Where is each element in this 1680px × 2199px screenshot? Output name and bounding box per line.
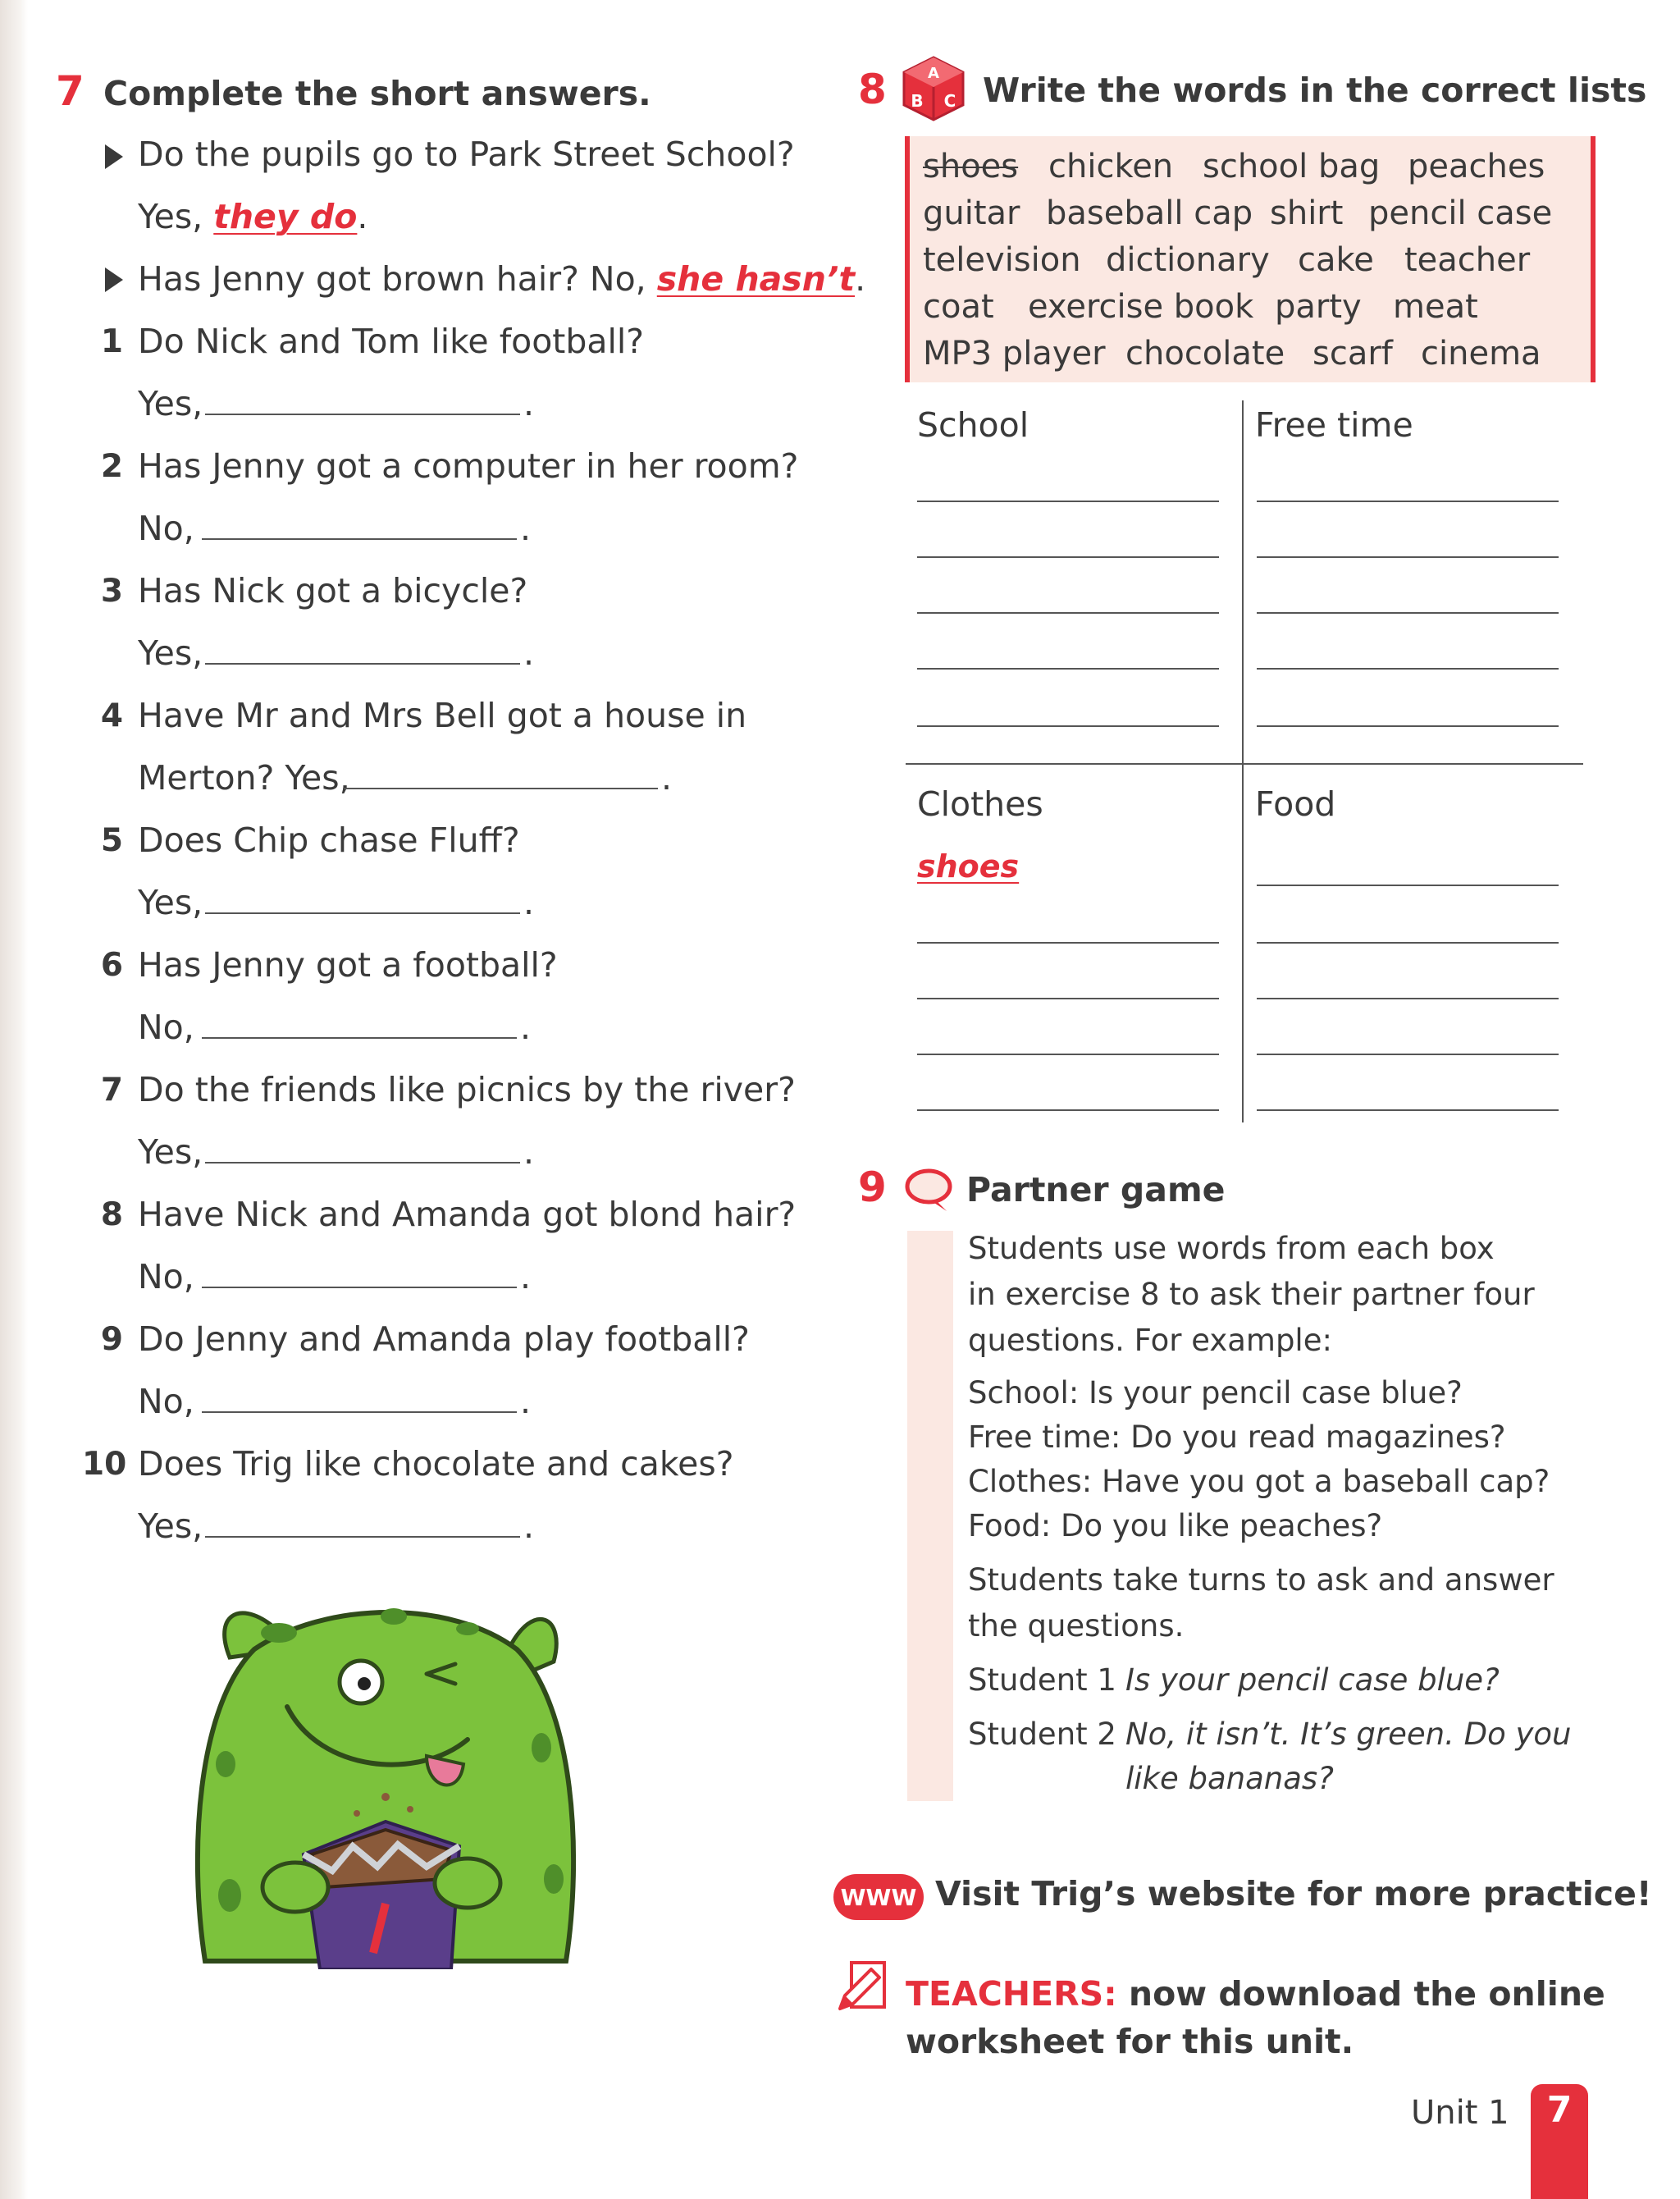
ex8-title: Write the words in the correct lists <box>983 71 1647 110</box>
ex9-example-line: School: Is your pencil case blue? <box>968 1375 1463 1410</box>
ex7-example2-answer: she hasn’t <box>656 259 856 299</box>
grid-divider-vertical <box>1242 400 1244 1122</box>
svg-text:B: B <box>911 91 924 111</box>
word-item: school bag <box>1203 148 1381 185</box>
ex7-item9-question: Do Jenny and Amanda play football? <box>138 1319 750 1359</box>
ex9-speaker-1-line: Is your pencil case blue? <box>1125 1662 1500 1698</box>
food-blank[interactable] <box>1257 942 1559 944</box>
ex9-intro-line: Students use words from each box <box>968 1231 1495 1266</box>
ex9-speaker-2-line2: like bananas? <box>1125 1761 1334 1796</box>
grid-divider-horizontal <box>906 763 1583 765</box>
ex7-item10-answer-blank[interactable] <box>205 1536 520 1538</box>
clothes-blank[interactable] <box>917 1109 1219 1111</box>
ex7-item4-answer-blank[interactable] <box>343 788 658 789</box>
ex7-item3-prefix: Yes, <box>138 633 203 673</box>
word-item: peaches <box>1408 148 1545 185</box>
ex7-item-number: 1 <box>100 323 123 360</box>
clothes-blank[interactable] <box>917 942 1219 944</box>
word-item: teacher <box>1404 241 1531 279</box>
word-item: cinema <box>1421 335 1541 373</box>
word-item: baseball cap <box>1046 194 1253 232</box>
school-blank[interactable] <box>917 725 1219 727</box>
ex7-title: Complete the short answers. <box>103 74 651 113</box>
ex9-example-line: Free time: Do you read magazines? <box>968 1420 1506 1455</box>
ex7-item6-answer-blank[interactable] <box>202 1037 517 1039</box>
ex8-number: 8 <box>858 66 887 113</box>
category-free-time: Free time <box>1255 405 1413 445</box>
clothes-blank[interactable] <box>917 998 1219 999</box>
svg-text:C: C <box>943 91 956 111</box>
example-arrow-icon <box>105 267 123 292</box>
ex9-example-line: Food: Do you like peaches? <box>968 1508 1383 1543</box>
word-item: chicken <box>1048 148 1174 185</box>
word-item: shirt <box>1270 194 1344 232</box>
category-school: School <box>917 405 1029 445</box>
school-blank[interactable] <box>917 612 1219 614</box>
ex7-item3-answer-blank[interactable] <box>205 663 520 665</box>
ex7-item8-answer-blank[interactable] <box>202 1287 517 1288</box>
word-shoes-crossed: shoes <box>923 148 1019 185</box>
ex9-turns-line: the questions. <box>968 1608 1185 1644</box>
word-item: dictionary <box>1106 241 1270 279</box>
trig-monster-illustration <box>180 1584 591 1969</box>
ex7-item8-question: Have Nick and Amanda got blond hair? <box>138 1195 797 1234</box>
ex9-intro-line: in exercise 8 to ask their partner four <box>968 1277 1535 1312</box>
word-item: television <box>923 241 1081 279</box>
ex9-speaker-2: Student 2 <box>968 1717 1116 1752</box>
free-time-blank[interactable] <box>1257 556 1559 558</box>
clothes-example-answer: shoes <box>917 848 1020 885</box>
ex7-item-number: 5 <box>100 822 123 859</box>
svg-text:A: A <box>928 65 939 82</box>
ex7-item10-question: Does Trig like chocolate and cakes? <box>138 1444 734 1484</box>
teachers-note-line1: TEACHERS: now download the online <box>906 1974 1605 2014</box>
food-blank[interactable] <box>1257 1109 1559 1111</box>
category-food: Food <box>1255 784 1336 824</box>
food-blank[interactable] <box>1257 998 1559 999</box>
category-clothes: Clothes <box>917 784 1043 824</box>
ex7-item9-answer-blank[interactable] <box>202 1411 517 1413</box>
ex7-example1-question: Do the pupils go to Park Street School? <box>138 135 795 174</box>
ex7-item2-answer-blank[interactable] <box>202 538 517 540</box>
www-badge-icon: WWW <box>833 1874 924 1920</box>
ex7-example2-line: Has Jenny got brown hair? No, she hasn’t. <box>138 259 866 299</box>
food-blank[interactable] <box>1257 1054 1559 1055</box>
ex9-number: 9 <box>858 1164 887 1211</box>
ex7-item-number: 6 <box>100 947 123 984</box>
ex7-item10-prefix: Yes, <box>138 1506 203 1546</box>
page-spine-shadow <box>0 0 28 2199</box>
download-pencil-icon <box>833 1959 889 2015</box>
ex7-item-number: 8 <box>100 1196 123 1233</box>
ex7-item4-question: Have Mr and Mrs Bell got a house in <box>138 696 747 735</box>
ex7-item5-answer-blank[interactable] <box>205 912 520 914</box>
word-item: exercise book <box>1028 288 1254 326</box>
ex7-item4-question2: Merton? Yes, <box>138 758 350 798</box>
ex7-item-number: 4 <box>100 697 123 734</box>
ex7-item2-prefix: No, <box>138 509 194 548</box>
ex9-speaker-2-line: No, it isn’t. It’s green. Do you <box>1125 1717 1572 1752</box>
food-blank[interactable] <box>1257 885 1559 886</box>
free-time-blank[interactable] <box>1257 725 1559 727</box>
word-item: pencil case <box>1368 194 1553 232</box>
ex9-intro-line: questions. For example: <box>968 1323 1332 1358</box>
ex7-item5-question: Does Chip chase Fluff? <box>138 821 520 860</box>
word-item: coat <box>923 288 994 326</box>
school-blank[interactable] <box>917 668 1219 670</box>
free-time-blank[interactable] <box>1257 501 1559 502</box>
teachers-note-line2: worksheet for this unit. <box>906 2022 1354 2061</box>
word-item: cake <box>1298 241 1374 279</box>
school-blank[interactable] <box>917 556 1219 558</box>
abc-blocks-icon <box>899 54 968 123</box>
ex7-example1-answer-line: Yes, they do. <box>138 197 368 236</box>
word-item: MP3 player <box>923 335 1106 373</box>
free-time-blank[interactable] <box>1257 612 1559 614</box>
teachers-label: TEACHERS: <box>906 1974 1117 2014</box>
ex7-item-number: 10 <box>82 1446 127 1483</box>
word-item: scarf <box>1312 335 1393 373</box>
ex7-item7-question: Do the friends like picnics by the river? <box>138 1070 796 1109</box>
clothes-blank[interactable] <box>917 1054 1219 1055</box>
ex7-item3-question: Has Nick got a bicycle? <box>138 571 528 610</box>
ex7-item1-question: Do Nick and Tom like football? <box>138 322 645 361</box>
ex7-item-number: 9 <box>100 1321 123 1358</box>
word-item: party <box>1275 288 1362 326</box>
ex7-number: 7 <box>56 67 84 115</box>
word-item: meat <box>1393 288 1478 326</box>
ex7-item1-answer-blank[interactable] <box>205 414 520 415</box>
word-item: chocolate <box>1125 335 1285 373</box>
ex9-speaker-1: Student 1 <box>968 1662 1116 1698</box>
speech-bubble-icon <box>902 1167 955 1214</box>
free-time-blank[interactable] <box>1257 668 1559 670</box>
ex7-item-number: 3 <box>100 573 123 610</box>
ex7-item7-answer-blank[interactable] <box>205 1162 520 1164</box>
ex9-side-strip <box>907 1231 953 1801</box>
ex7-item-number: 7 <box>100 1072 123 1109</box>
ex7-item8-prefix: No, <box>138 1257 194 1296</box>
ex9-title: Partner game <box>966 1170 1226 1209</box>
unit-label: Unit 1 <box>1411 2094 1509 2132</box>
ex9-turns-line: Students take turns to ask and answer <box>968 1562 1554 1598</box>
ex9-example-line: Clothes: Have you got a baseball cap? <box>968 1464 1550 1499</box>
word-item: guitar <box>923 194 1020 232</box>
example-arrow-icon <box>105 144 123 169</box>
ex7-item2-question: Has Jenny got a computer in her room? <box>138 446 799 486</box>
ex7-example1-answer: they do <box>213 197 358 236</box>
ex7-item1-prefix: Yes, <box>138 384 203 423</box>
ex7-item5-prefix: Yes, <box>138 883 203 922</box>
page-number: 7 <box>1546 2089 1573 2131</box>
ex7-item6-question: Has Jenny got a football? <box>138 945 558 985</box>
ex7-item6-prefix: No, <box>138 1008 194 1047</box>
website-link[interactable]: Visit Trig’s website for more practice! <box>935 1874 1652 1913</box>
ex7-item9-prefix: No, <box>138 1382 194 1421</box>
ex7-item7-prefix: Yes, <box>138 1132 203 1172</box>
school-blank[interactable] <box>917 501 1219 502</box>
ex7-item-number: 2 <box>100 448 123 485</box>
